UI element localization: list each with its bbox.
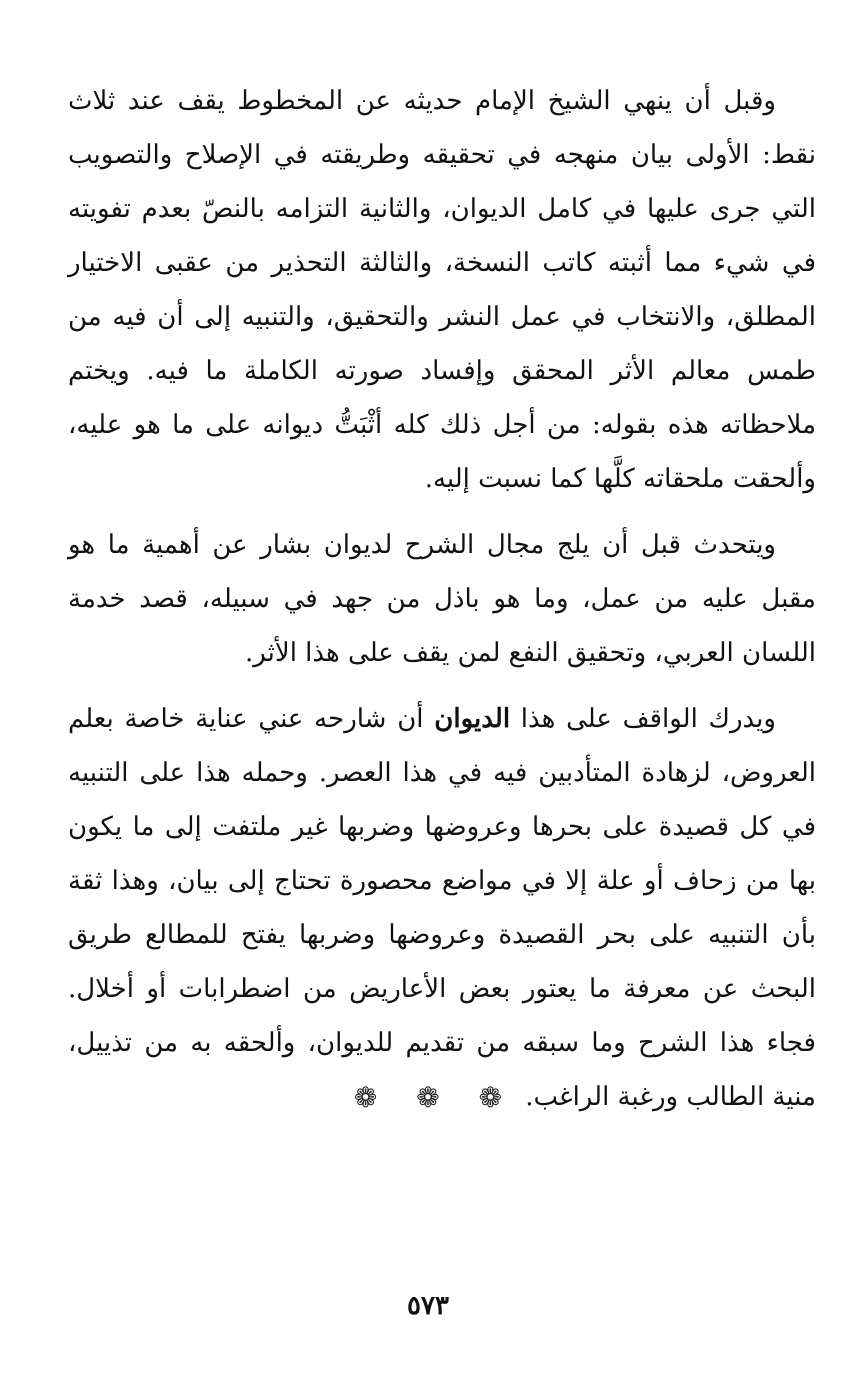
paragraph-3-lead: ويدرك الواقف على هذا [510, 704, 776, 734]
paragraph-commentary-purpose [68, 518, 816, 680]
paragraph-3-rest: أن شارحه عني عناية خاصة بعلم العروض، لزهادة المتأدبين فيه في هذا العصر. وحمله هذا على التنبيه في كل قصيدة على بحرها وعروضها وضربها غير ملتفت إلى ما يكون بها من زحاف أو علة إلا في مواضع محصورة تحتاج إلى بيان، وهذا ثقة بأن التنبيه على بحر القصيدة وعروضها وضربها يفتح للمطالع طريق البحث عن معرفة ما يعتور بعض الأعاريض من اضطرابات أو أخلال. فجاء هذا الشرح وما سبقه من تقديم للديوان، وألحقه به من تذييل، منية الطالب ورغبة الراغب. [68, 704, 816, 1112]
paragraph-prosody-attention [68, 692, 816, 1124]
ornament-flower-icon: ❁ [478, 1081, 503, 1114]
paragraph-manuscript-notes [68, 74, 816, 506]
page-number: ٥٧٣ [407, 1291, 449, 1321]
paragraph-2-text: ويتحدث قبل أن يلج مجال الشرح لديوان بشار عن أهمية ما هو مقبل عليه من عمل، وما هو باذل من جهد في سبيله، قصد خدمة اللسان العربي، وتحقيق النفع لمن يقف على هذا الأثر. [68, 530, 816, 668]
section-separator [0, 1082, 856, 1114]
ornament-flower-icon: ❁ [353, 1081, 378, 1114]
ornament-flower-icon: ❁ [416, 1081, 440, 1114]
paragraph-3-bold-term: الديوان [434, 704, 511, 734]
paragraph-1-text: وقبل أن ينهي الشيخ الإمام حديثه عن المخطوط يقف عند ثلاث نقط: الأولى بيان منهجه في تحقيقه وطريقته في الإصلاح والتصويب التي جرى عليها في كامل الديوان، والثانية التزامه بالنصّ بعدم تفويته في شيء مما أثبته كاتب النسخة، والثالثة التحذير من عقبى الاختيار المطلق، والانتخاب في عمل النشر والتحقيق، والتنبيه إلى أن فيه من طمس معالم الأثر المحقق وإفساد صورته الكاملة ما فيه. ويختم ملاحظاته هذه بقوله: من أجل ذلك كله أثْبَتُّ ديوانه على ما هو عليه، وألحقت ملحقاته كلَّها كما نسبت إليه. [68, 86, 816, 494]
body-text [68, 74, 816, 1136]
